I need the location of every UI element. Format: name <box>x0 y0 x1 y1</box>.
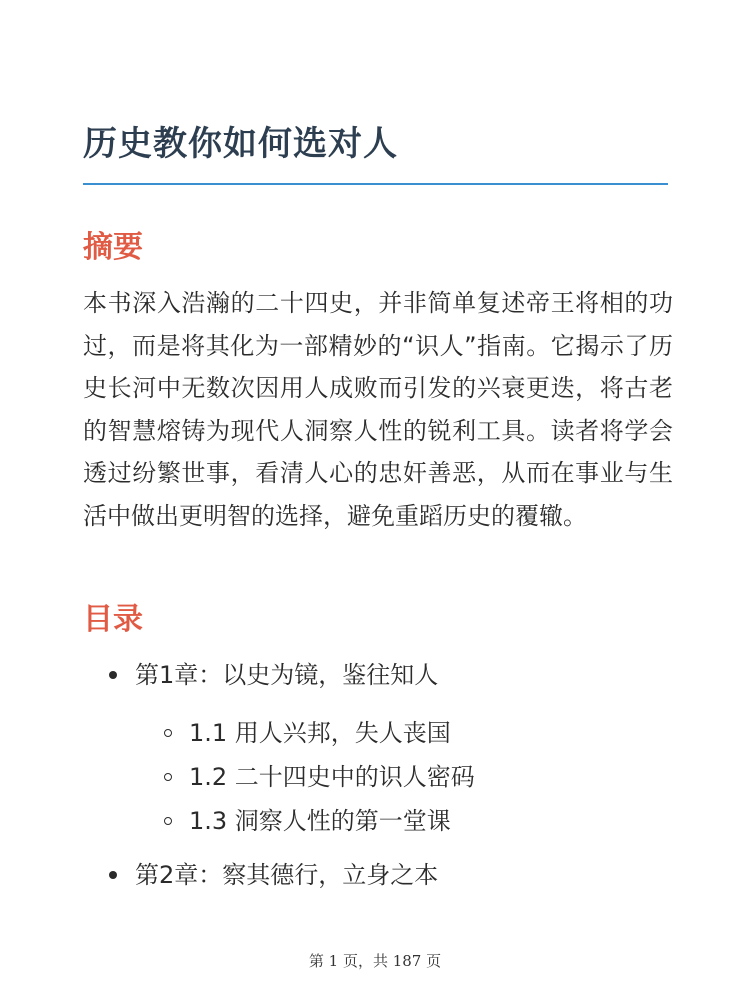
toc-list <box>83 655 683 895</box>
toc-section-label: 1.1 用人兴邦，失人丧国 <box>189 719 451 747</box>
abstract-heading: 摘要 <box>83 230 143 265</box>
bullet-icon <box>109 671 117 679</box>
toc-section-label: 1.3 洞察人性的第一堂课 <box>189 807 451 835</box>
toc-chapter-1 <box>83 655 683 843</box>
toc-section-1-3 <box>83 799 683 843</box>
circle-bullet-icon <box>164 817 172 825</box>
page-number: 第 1 页，共 187 页 <box>308 952 442 970</box>
toc-chapter-label: 第1章：以史为镜，鉴往知人 <box>135 661 439 689</box>
toc-sublist <box>135 711 683 843</box>
toc-chapter-label: 第2章：察其德行，立身之本 <box>135 861 439 889</box>
toc-section-label: 1.2 二十四史中的识人密码 <box>189 763 475 791</box>
circle-bullet-icon <box>164 729 172 737</box>
toc-heading: 目录 <box>83 602 143 637</box>
toc-section-1-1 <box>83 711 683 755</box>
toc-chapter-2 <box>83 855 683 895</box>
book-title: 历史教你如何选对人 <box>83 124 398 164</box>
bullet-icon <box>109 871 117 879</box>
abstract-body: 本书深入浩瀚的二十四史，并非简单复述帝王将相的功过，而是将其化为一部精妙的“识人”指南。它揭示了历史长河中无数次因用人成败而引发的兴衰更迭，将古老的智慧熔铸为现代人洞察人性的锐利工具。读者将学会透过纷繁世事，看清人心的忠奸善恶，从而在事业与生活中做出更明智的选择，避免重蹈历史的覆辙。 <box>83 289 673 530</box>
title-divider <box>83 183 668 185</box>
toc-section-1-2 <box>83 755 683 799</box>
circle-bullet-icon <box>164 773 172 781</box>
